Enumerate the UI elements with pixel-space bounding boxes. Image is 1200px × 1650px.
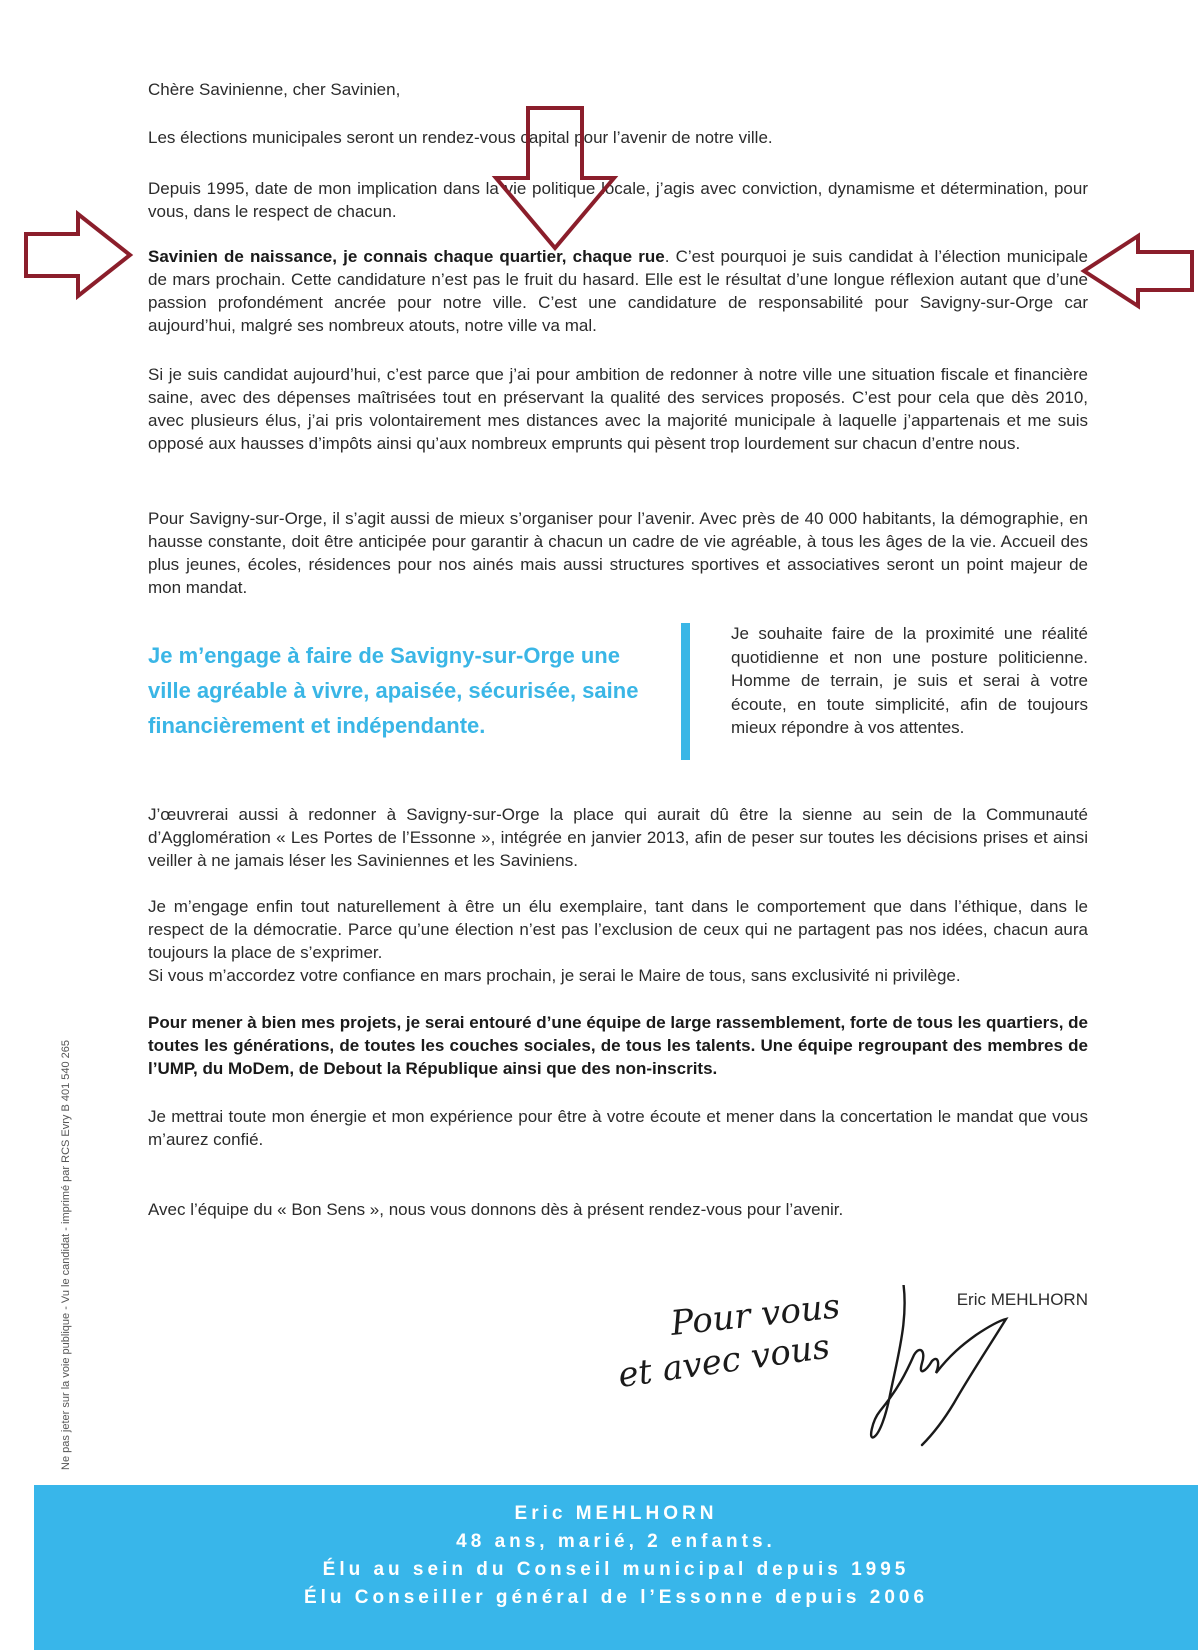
pull-quote: Je m’engage à faire de Savigny-sur-Orge une ville agréable à vivre, apaisée, sécurisée, saine financièrement et indépendante. — [148, 643, 639, 738]
legal-notice: Ne pas jeter sur la voie publique - Vu le candidat - imprimé par RCS Evry B 401 540 265 — [60, 1039, 72, 1470]
paragraph-1-text: Les élections municipales seront un rendez-vous capital pour l’avenir de notre ville. — [148, 128, 773, 147]
footer-council: Élu au sein du Conseil municipal depuis 1995 — [322, 1559, 910, 1580]
greeting-text: Chère Savinienne, cher Savinien, — [148, 80, 401, 99]
paragraph-5 — [148, 507, 1088, 599]
paragraph-6-text: J’œuvrerai aussi à redonner à Savigny-sur-Orge la place qui aurait dû être la sienne au sein de la Communauté d’Agglomération « Les Portes de l’Essonne », intégrée en janvier 2013, afin de peser sur toutes les décisions prises et ainsi veiller à ne jamais léser les Saviniennes et les Saviniens. — [148, 805, 1088, 870]
handwritten-line-1: Pour vous — [668, 1286, 842, 1344]
footer-name: Eric MEHLHORN — [514, 1503, 718, 1524]
quote-divider-bar — [681, 623, 690, 760]
handwritten-line-2: et avec vous — [615, 1326, 833, 1396]
paragraph-7-followup: Si vous m’accordez votre confiance en mars prochain, je serai le Maire de tous, sans exclusivité ni privilège. — [148, 966, 961, 985]
greeting — [148, 78, 1088, 101]
candidate-footer-band — [34, 1485, 1198, 1650]
paragraph-3-bold: Savinien de naissance, je connais chaque quartier, chaque rue — [148, 247, 665, 266]
paragraph-3-text — [148, 245, 1088, 337]
arrow-down-icon — [490, 104, 620, 252]
paragraph-8-text — [148, 1011, 1088, 1080]
paragraph-3-rest: . C’est pourquoi je suis candidat à l’élection municipale de mars prochain. Cette candidature n’est pas le fruit du hasard. Elle est le résultat d’une longue réflexion autant que d’une passion profondément ancrée pour notre ville. C’est une candidature de responsabilité pour Savigny-sur-Orge car aujourd’hui, malgré ses nombreux atouts, notre ville va mal. — [148, 247, 1089, 335]
paragraph-8 — [148, 1011, 1088, 1080]
arrow-left-icon — [1080, 232, 1196, 310]
paragraph-4-text: Si je suis candidat aujourd’hui, c’est parce que j’ai pour ambition de redonner à notre ville une situation fiscale et financière saine, avec des dépenses maîtrisées tout en préservant la qualité des services proposés. C’est pour cela que dès 2010, avec plusieurs élus, j’ai pris volontairement mes distances avec la majorité municipale à laquelle j’appartenais et me suis opposé aux hausses d’impôts ainsi qu’aux nombreux emprunts qui pèsent trop lourdement sur chacun d’entre nous. — [148, 365, 1088, 453]
paragraph-2-text: Depuis 1995, date de mon implication dans la vie politique locale, j’agis avec conviction, dynamisme et détermination, pour vous, dans le respect de chacun. — [148, 179, 1088, 221]
paragraph-9-text: Je mettrai toute mon énergie et mon expérience pour être à votre écoute et mener dans la concertation le mandat que vous m’aurez confié. — [148, 1107, 1088, 1149]
paragraph-5-text: Pour Savigny-sur-Orge, il s’agit aussi de mieux s’organiser pour l’avenir. Avec près de 40 000 habitants, la démographie, en hausse constante, doit être anticipée pour garantir à chacun un cadre de vie agréable, à tous les âges de la vie. Accueil des plus jeunes, écoles, résidences pour nos ainés mais aussi structures sportives et associatives seront un point majeur de mon mandat. — [148, 509, 1088, 597]
paragraph-7 — [148, 895, 1088, 987]
paragraph-9 — [148, 1105, 1088, 1151]
handwritten-signature — [610, 1285, 1010, 1455]
footer-general-council: Élu Conseiller général de l’Essonne depuis 2006 — [303, 1587, 929, 1608]
paragraph-10 — [148, 1198, 1088, 1221]
paragraph-3 — [148, 245, 1088, 337]
paragraph-6 — [148, 803, 1088, 872]
footer-family: 48 ans, marié, 2 enfants. — [456, 1531, 776, 1552]
paragraph-4 — [148, 363, 1088, 455]
paragraph-7-text: Je m’engage enfin tout naturellement à être un élu exemplaire, tant dans le comportement que dans l’éthique, dans le respect de la démocratie. Parce qu’une élection n’est pas l’exclusion de ceux qui ne partagent pas nos idées, chacun aura toujours la place de s’exprimer. — [148, 897, 1088, 962]
paragraph-8-bold: Pour mener à bien mes projets, je serai entouré d’une équipe de large rassemblement, forte de tous les quartiers, de toutes les générations, de toutes les couches sociales, de tous les talents. Une équipe regroupant des membres de l’UMP, du MoDem, de Debout la République ainsi que des non-inscrits. — [148, 1013, 1089, 1078]
paragraph-10-text: Avec l’équipe du « Bon Sens », nous vous donnons dès à présent rendez-vous pour l’avenir. — [148, 1200, 844, 1219]
arrow-right-icon — [22, 210, 134, 300]
signatory-name: Eric MEHLHORN — [956, 1290, 1088, 1309]
side-paragraph: Je souhaite faire de la proximité une réalité quotidienne et non une posture politicienne. Homme de terrain, je suis et serai à votre écoute, en toute simplicité, afin de toujours mieux répondre à vos attentes. — [731, 624, 1088, 737]
